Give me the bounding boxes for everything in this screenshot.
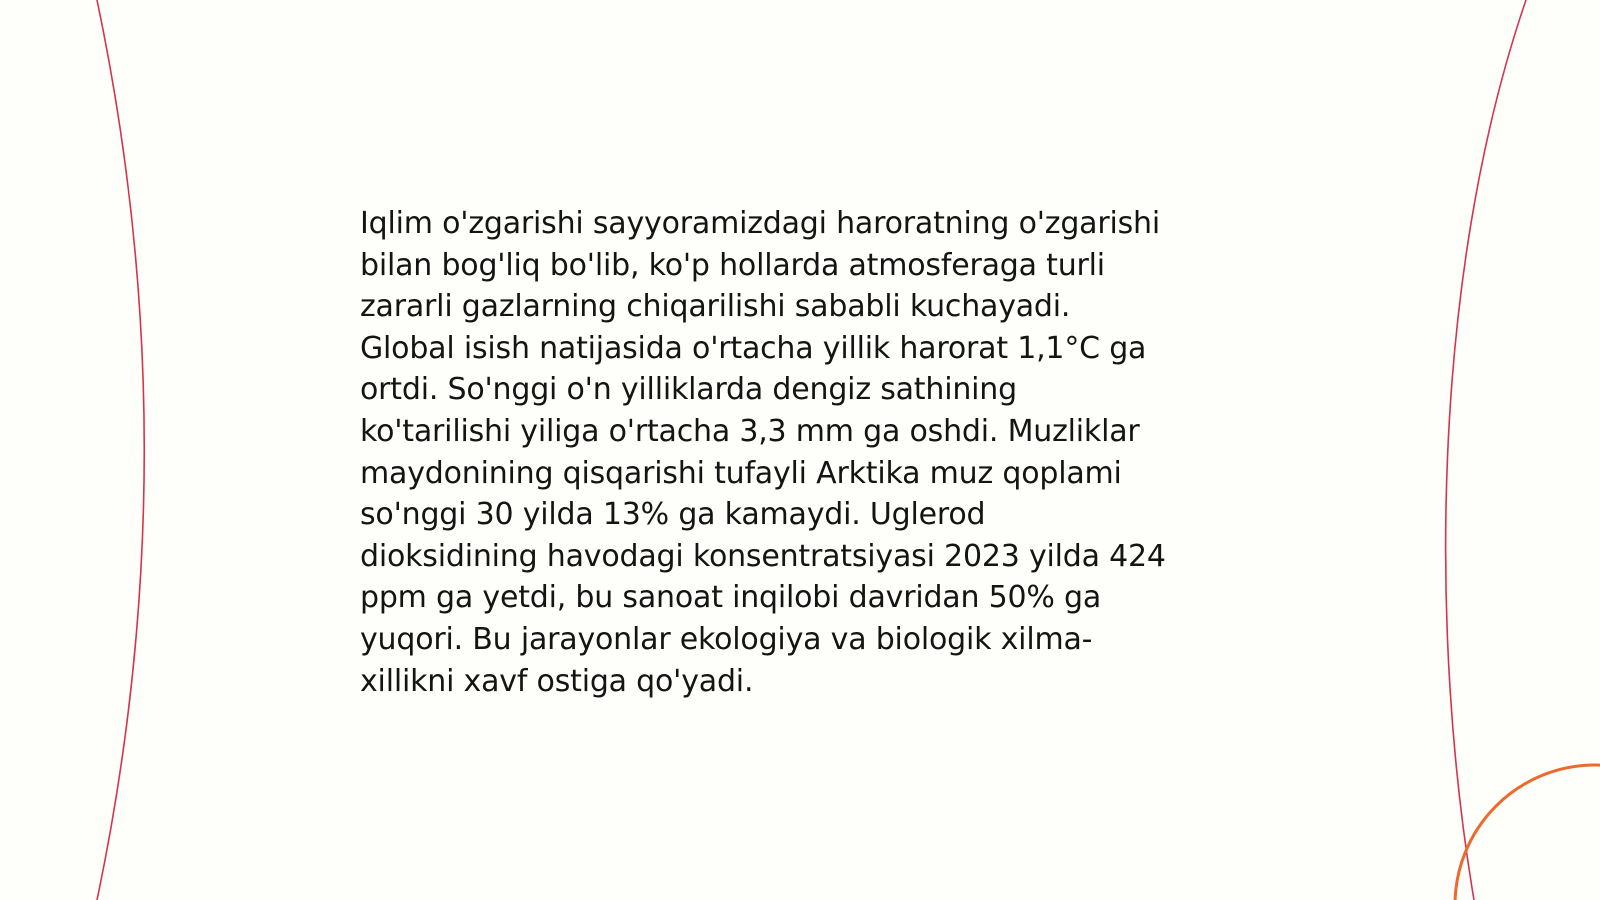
text-line: Iqlim o'zgarishi sayyoramizdagi haroratning o'zgarishi <box>360 206 1160 241</box>
text-line: bilan bog'liq bo'lib, ko'p hollarda atmosferaga turli <box>360 247 1105 283</box>
text-line: maydonining qisqarishi tufayli Arktika muz qoplami <box>360 455 1122 491</box>
body-paragraph <box>360 203 1260 702</box>
left-curve <box>97 0 144 900</box>
text-line: zararli gazlarning chiqarilishi sababli kuchayadi. <box>360 289 1071 325</box>
text-line: ko'tarilishi yiliga o'rtacha 3,3 mm ga oshdi. Muzliklar <box>360 413 1140 449</box>
text-line: so'nggi 30 yilda 13% ga kamaydi. Uglerod <box>360 497 986 533</box>
text-line: dioksidining havodagi konsentratsiyasi 2023 yilda 424 <box>360 538 1166 574</box>
orange-circle <box>1455 765 1600 900</box>
text-line: Global isish natijasida o'rtacha yillik harorat 1,1°C ga <box>360 330 1147 366</box>
text-line: yuqori. Bu jarayonlar ekologiya va biologik xilma- <box>360 621 1093 657</box>
text-line: xillikni xavf ostiga qo'yadi. <box>360 663 754 699</box>
text-line: ortdi. So'nggi o'n yilliklarda dengiz sathining <box>360 372 1017 408</box>
text-line: ppm ga yetdi, bu sanoat inqilobi davridan 50% ga <box>360 580 1102 616</box>
right-curve <box>1446 0 1526 900</box>
